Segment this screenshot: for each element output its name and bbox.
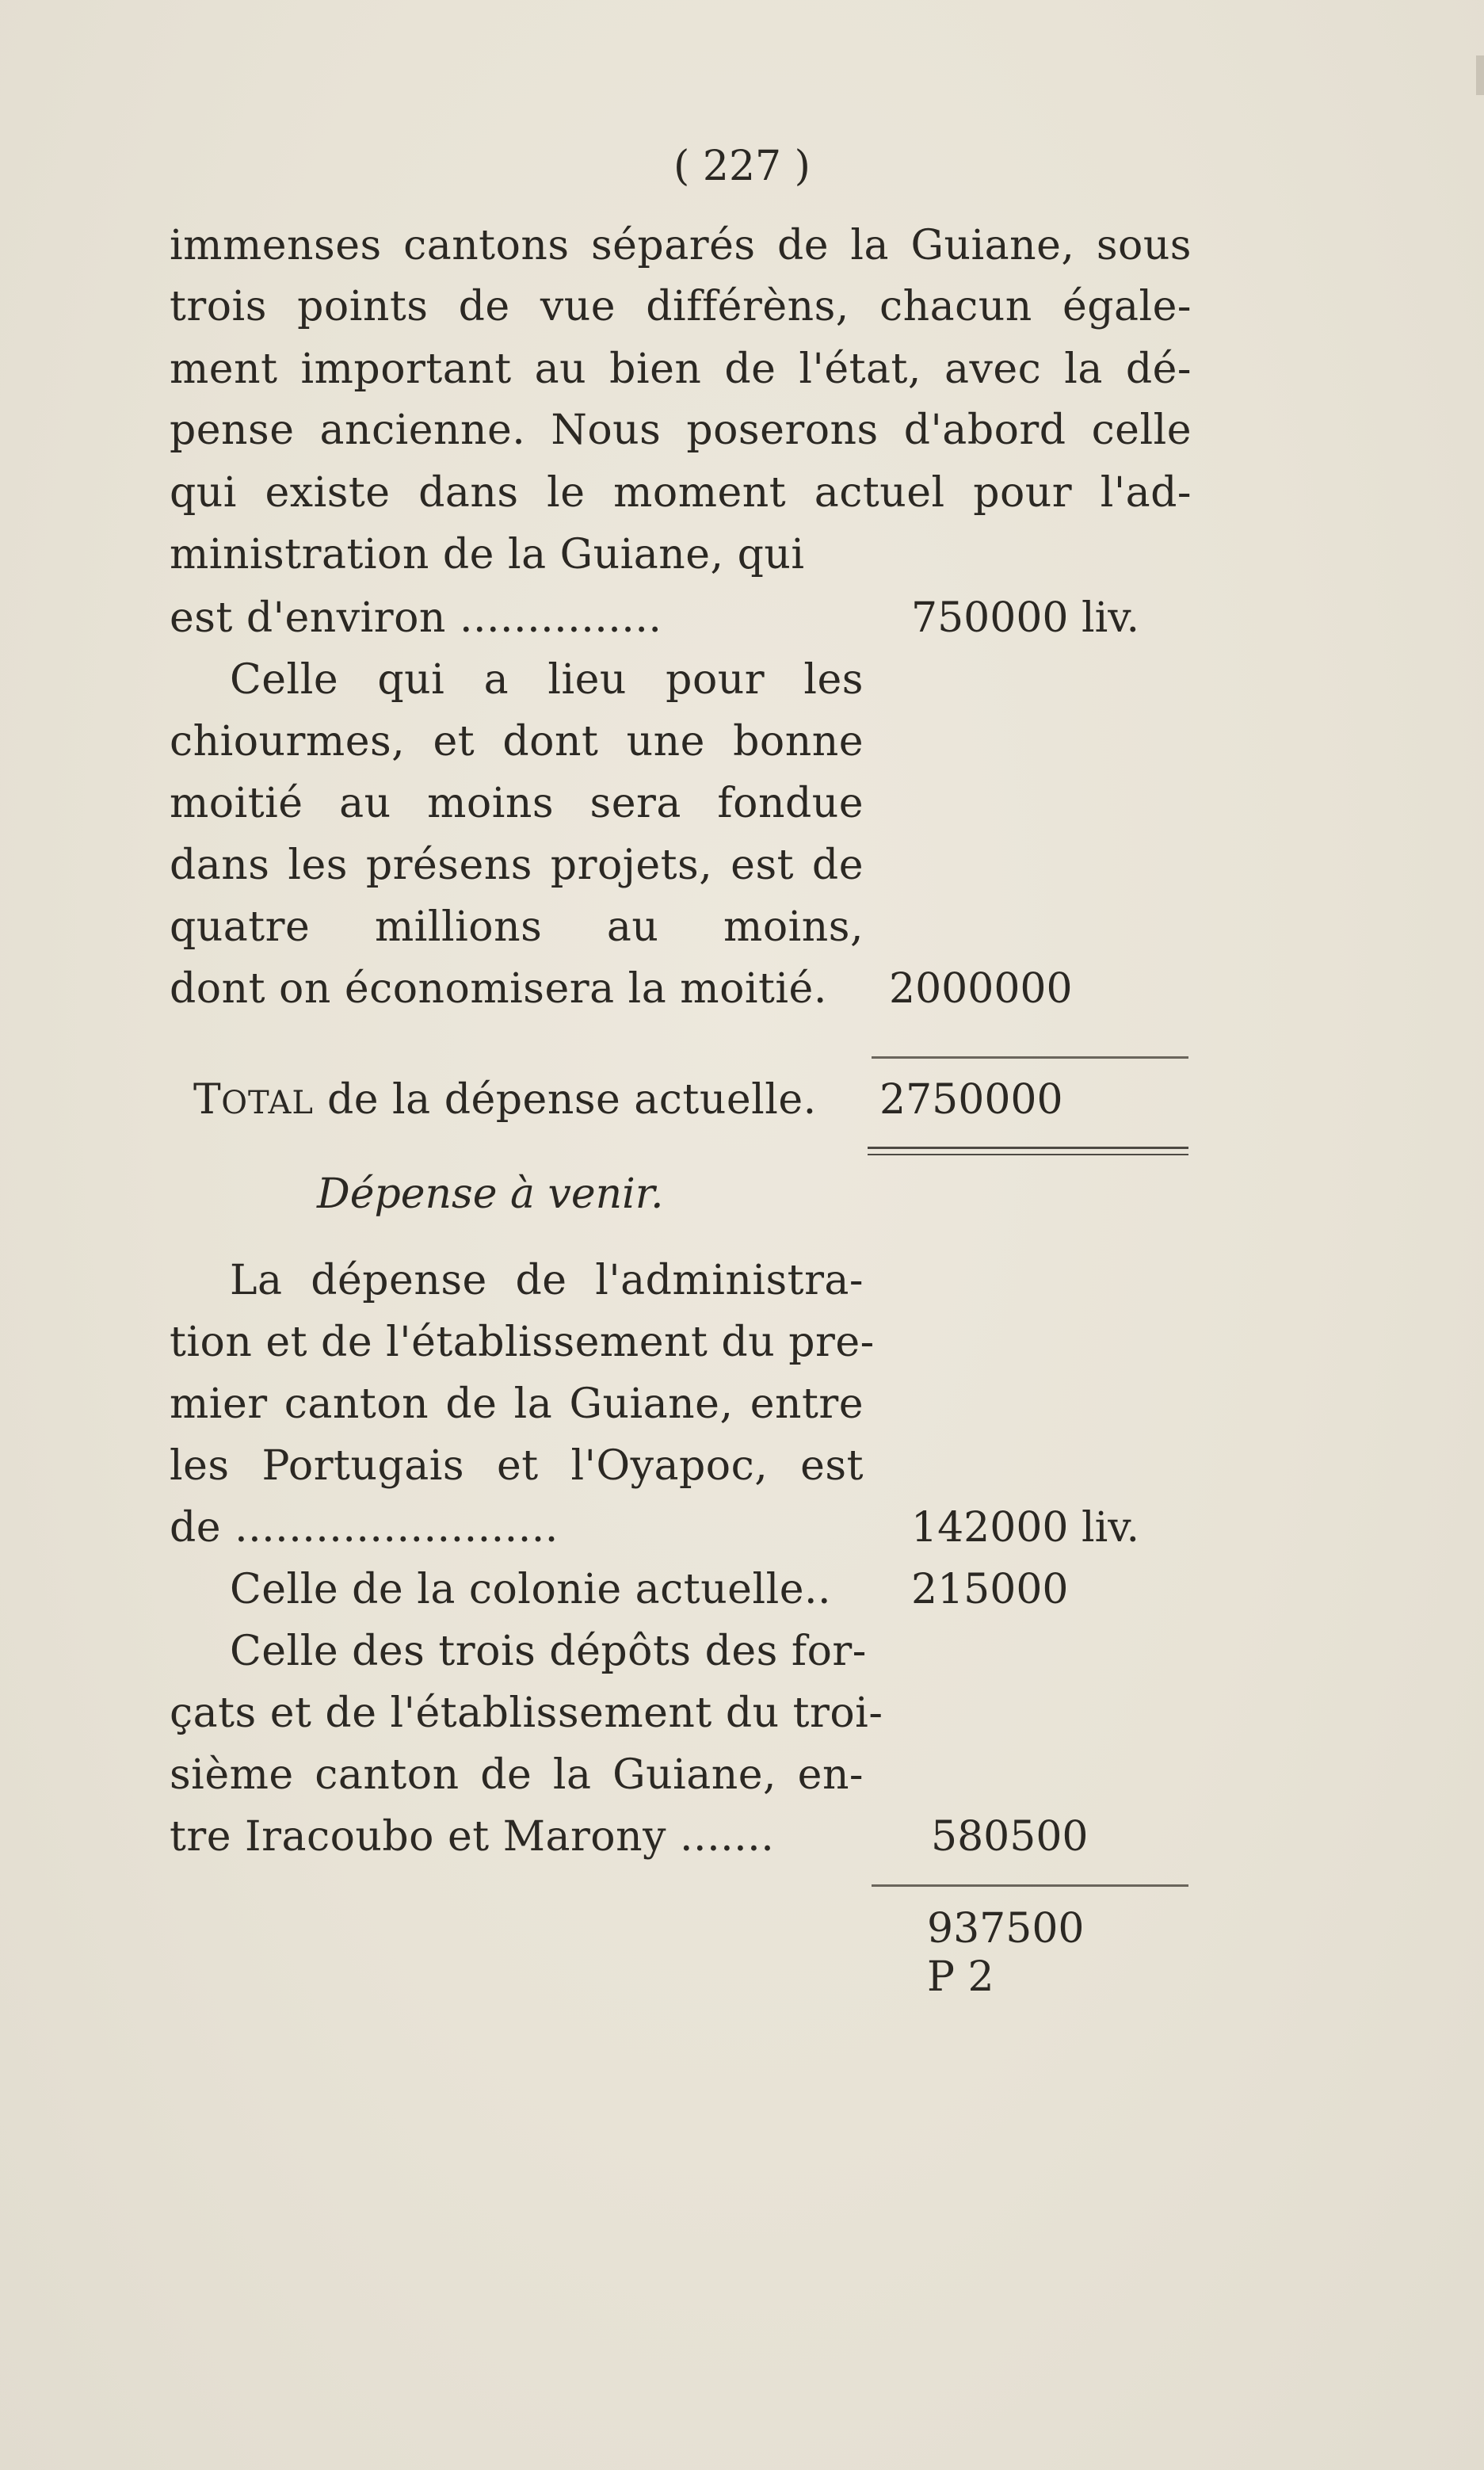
signature-mark: P 2 xyxy=(927,1953,994,2001)
page-number-header: ( 227 ) xyxy=(673,143,811,190)
text-line-with-leader xyxy=(170,594,662,642)
page-edge-mark xyxy=(1476,55,1484,95)
total-label-rest: de la dépense actuelle. xyxy=(313,1076,817,1124)
text-line-with-leader xyxy=(170,1504,559,1552)
line-text: est d'environ xyxy=(170,594,446,642)
text-line: ment important au bien de l'état, avec la dé- xyxy=(170,345,1192,393)
double-rule xyxy=(868,1147,1188,1155)
text-line: dont on économisera la moitié. xyxy=(170,965,827,1013)
amount-first-canton: 142000 liv. xyxy=(911,1504,1140,1552)
dot-leader: ........................ xyxy=(235,1504,559,1552)
amount-total-current: 2750000 xyxy=(879,1076,1063,1124)
sum-rule xyxy=(872,1056,1188,1059)
text-line: chiourmes, et dont une bonne xyxy=(170,718,864,765)
text-line: pense ancienne. Nous poserons d'abord celle xyxy=(170,407,1192,454)
text-line: moitié au moins sera fondue xyxy=(170,780,864,827)
total-current-label xyxy=(193,1076,817,1127)
text-line: ministration de la Guiane, qui xyxy=(170,531,805,578)
text-line: Celle qui a lieu pour les xyxy=(230,656,864,704)
amount-current-administration: 750000 liv. xyxy=(911,594,1140,642)
sum-rule xyxy=(872,1884,1188,1887)
text-line: tion et de l'établissement du pre- xyxy=(170,1319,875,1366)
amount-third-canton: 580500 xyxy=(931,1813,1089,1861)
text-line: mier canton de la Guiane, entre xyxy=(170,1380,864,1428)
amount-current-colony: 215000 xyxy=(911,1566,1069,1613)
text-line: Celle des trois dépôts des for- xyxy=(230,1628,867,1675)
text-line: qui existe dans le moment actuel pour l'ad- xyxy=(170,469,1192,517)
text-line: La dépense de l'administra- xyxy=(230,1257,864,1304)
text-line: trois points de vue différèns, chacun égale- xyxy=(170,283,1192,330)
amount-chiourmes: 2000000 xyxy=(889,965,1073,1013)
section-heading: Dépense à venir. xyxy=(317,1170,664,1218)
text-line-with-leader xyxy=(170,1813,774,1861)
small-caps-initial: T xyxy=(193,1076,222,1124)
small-caps-rest: OTAL xyxy=(221,1085,314,1121)
text-line: sième canton de la Guiane, en- xyxy=(170,1751,864,1799)
line-text: tre Iracoubo et Marony xyxy=(170,1813,666,1861)
amount-total-future: 937500 xyxy=(927,1905,1085,1953)
dot-leader: ....... xyxy=(680,1813,775,1861)
text-line: immenses cantons séparés de la Guiane, sous xyxy=(170,222,1192,269)
text-line: les Portugais et l'Oyapoc, est xyxy=(170,1442,864,1490)
dot-leader: ............... xyxy=(459,594,662,642)
text-line: quatre millions au moins, xyxy=(170,903,864,951)
text-line: çats et de l'établissement du troi- xyxy=(170,1689,883,1737)
text-line: Celle de la colonie actuelle.. xyxy=(230,1566,832,1613)
text-line: dans les présens projets, est de xyxy=(170,842,864,889)
line-text: de xyxy=(170,1504,222,1552)
